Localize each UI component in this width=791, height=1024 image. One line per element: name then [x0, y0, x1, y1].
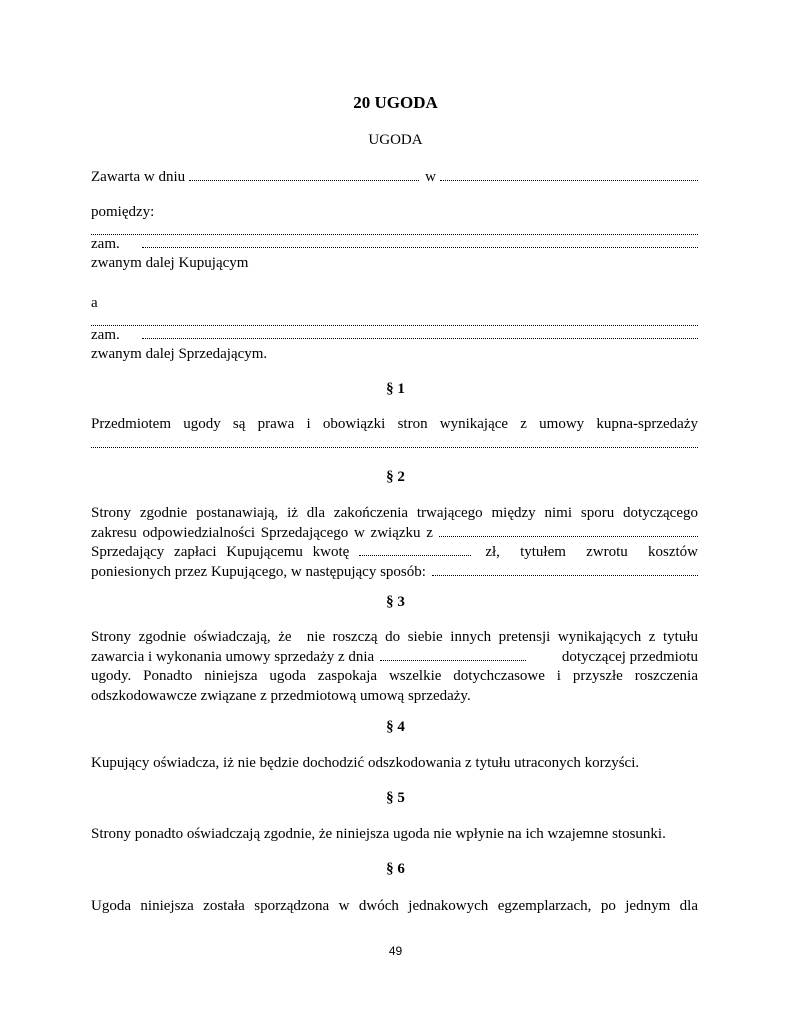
- buyer-name-blank: [91, 222, 698, 235]
- section-4-text: Kupujący oświadcza, iż nie będzie dochodzić odszkodowania z tytułu utraconych korzyści.: [91, 755, 640, 771]
- section-5-heading: § 5: [386, 790, 405, 806]
- between-label: pomiędzy:: [91, 204, 155, 220]
- document-subtitle: UGODA: [368, 132, 423, 148]
- buyer-address-label: zam.: [91, 236, 120, 252]
- seller-address-label: zam.: [91, 327, 120, 343]
- buyer-address-blank: [142, 235, 698, 248]
- buyer-block: [91, 203, 698, 273]
- seller-block: [91, 294, 698, 364]
- place-label: w: [425, 169, 436, 185]
- parties-block: [91, 168, 698, 187]
- section-1-text: Przedmiotem ugody są prawa i obowiązki stron wynikające z umowy kupna-sprzedaży: [91, 415, 698, 448]
- page-number: 49: [388, 944, 403, 958]
- sale-date-blank: [380, 648, 526, 661]
- buyer-called-text: zwanym dalej Kupującym: [91, 255, 249, 271]
- section-6-heading: § 6: [386, 861, 405, 877]
- section-4-heading: § 4: [386, 719, 405, 735]
- document-title: 20 UGODA: [353, 93, 438, 112]
- section-5-text: Strony ponadto oświadczają zgodnie, że niniejsza ugoda nie wpłynie na ich wzajemne stosunki.: [91, 826, 666, 842]
- payment-method-blank: [432, 563, 698, 576]
- date-blank: [189, 168, 419, 181]
- and-label: a: [91, 295, 98, 311]
- contract-blank: [91, 435, 698, 448]
- dispute-blank: [439, 524, 698, 537]
- section-1-heading: § 1: [386, 381, 405, 397]
- section-3-heading: § 3: [386, 594, 405, 610]
- seller-called-text: zwanym dalej Sprzedającym.: [91, 346, 268, 362]
- section-2-heading: § 2: [386, 469, 405, 485]
- concluded-label: Zawarta w dniu: [91, 169, 186, 185]
- section-3-text: Strony zgodnie oświadczają, że nie roszczą do siebie innych pretensji wynikających z tytułu zawarcia i wykonania umowy sprzedaży z dnia dotyczącej przedmiotu ugody. Ponadto niniejsza ugoda zaspokaja wszelkie dotychczasowe i przyszłe roszczenia odszkodowawcze związane z przedmiotową umową sprzedaży.: [91, 629, 698, 704]
- seller-address-blank: [142, 326, 698, 339]
- section-6-text: Ugoda niniejsza została sporządzona w dwóch jednakowych egzemplarzach, po jednym dla: [91, 898, 698, 914]
- place-blank: [440, 168, 698, 181]
- section-2-text: Strony zgodnie postanawiają, iż dla zakończenia trwającego między nimi sporu dotyczącego zakresu odpowiedzialności Sprzedającego w związku z Sprzedający zapłaci Kupującemu kwotę zł, tytułem zwrotu kosztów poniesionych przez Kupującego, w następujący sposób:: [91, 505, 698, 580]
- seller-name-blank: [91, 313, 698, 326]
- concluded-line: [91, 168, 698, 187]
- amount-blank: [359, 543, 471, 556]
